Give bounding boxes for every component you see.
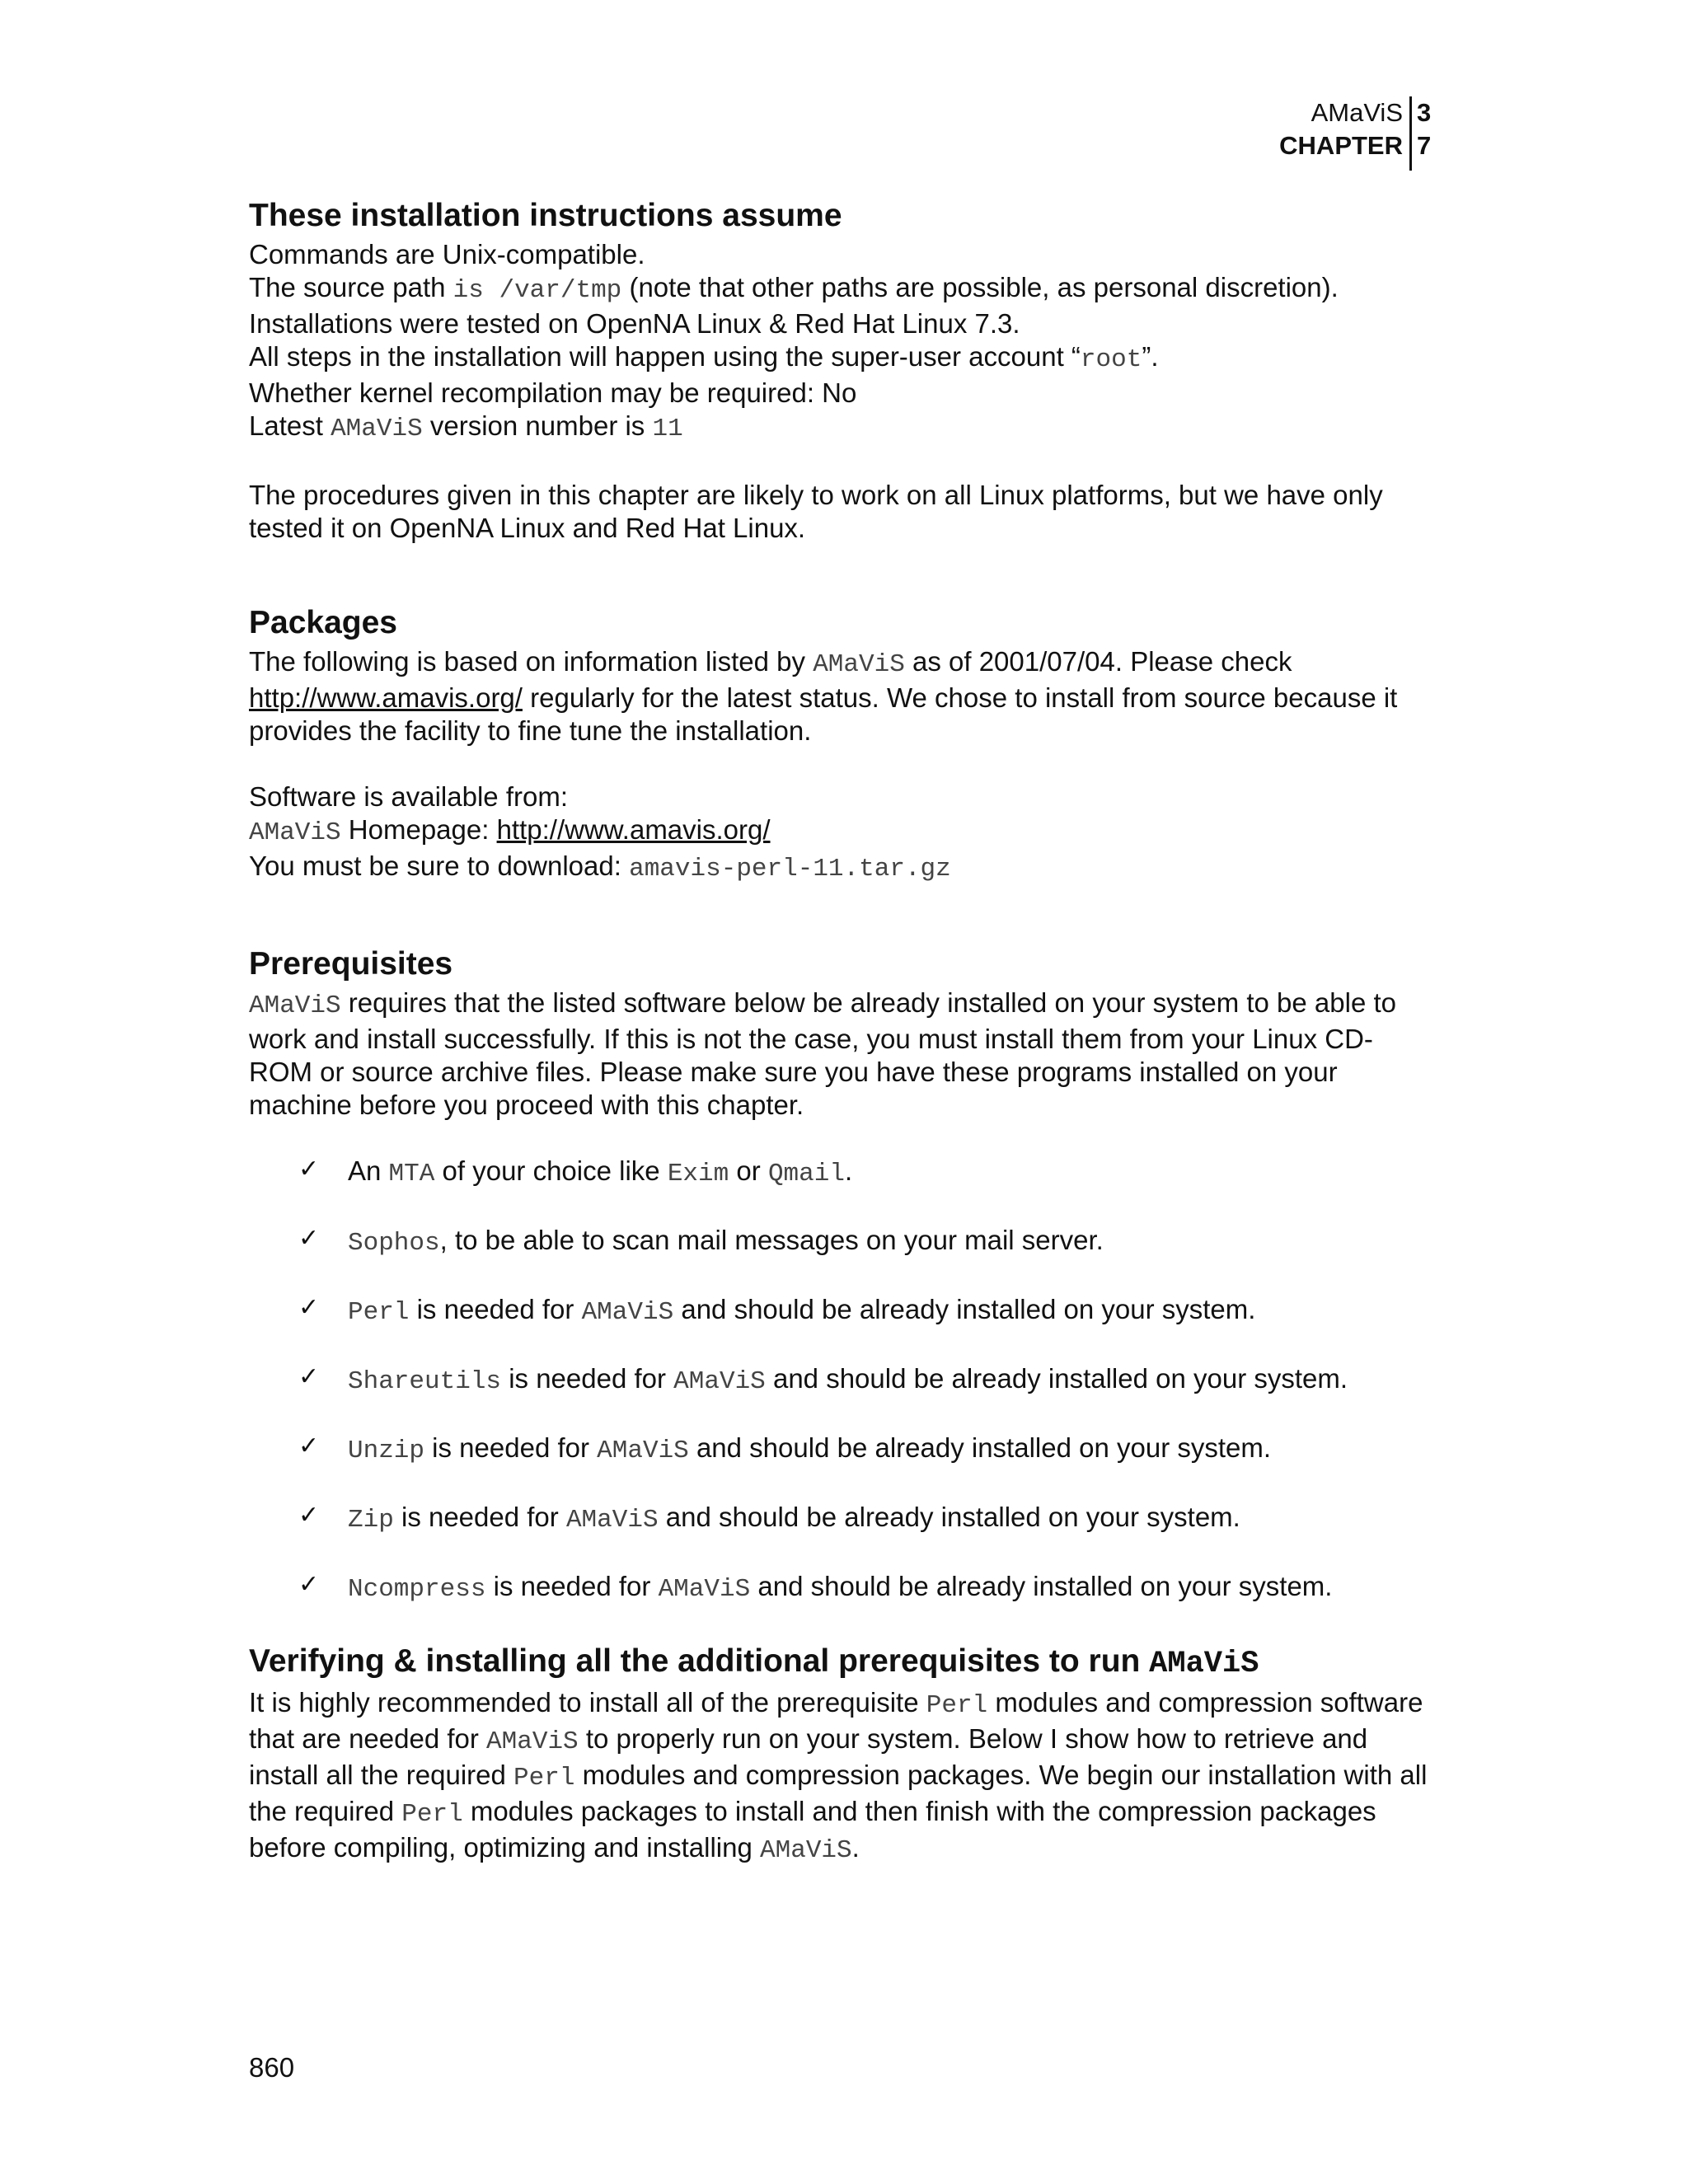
- assumptions-heading: These installation instructions assume: [249, 198, 842, 233]
- header-chapter-num-b: 7: [1409, 129, 1435, 171]
- homepage-line: AMaViS Homepage: http://www.amavis.org/: [249, 814, 771, 847]
- amavis-link[interactable]: http://www.amavis.org/: [249, 682, 523, 713]
- list-item: ✓ Zip is needed for AMaViS and should be already installed on your system.: [298, 1501, 1240, 1535]
- assumption-line: Latest AMaViS version number is 11: [249, 410, 683, 443]
- packages-section: [249, 601, 1436, 886]
- list-item: ✓ Perl is needed for AMaViS and should be already installed on your system.: [298, 1293, 1256, 1327]
- download-line: You must be sure to download: amavis-perl-11.tar.gz: [249, 851, 951, 883]
- page-content: [249, 194, 1436, 1868]
- assumption-line: The source path is /var/tmp (note that other paths are possible, as personal discretion).: [249, 272, 1339, 305]
- software-available-line: Software is available from:: [249, 781, 568, 812]
- header-chapter-label: CHAPTER: [1279, 131, 1403, 160]
- prerequisites-section: [249, 942, 1436, 1606]
- header-chapter-num-a: 3: [1409, 96, 1435, 129]
- download-filename: amavis-perl-11.tar.gz: [629, 855, 951, 883]
- header-row-title: [1279, 96, 1435, 129]
- assumptions-section: [249, 194, 1436, 545]
- list-item: ✓ An MTA of your choice like Exim or Qmail.: [298, 1155, 853, 1188]
- verifying-section: [249, 1639, 1436, 1868]
- checkmark-icon: ✓: [298, 1501, 320, 1530]
- verifying-heading: Verifying & installing all the additional prerequisites to run AMaViS: [249, 1643, 1259, 1681]
- checkmark-icon: ✓: [298, 1293, 320, 1322]
- checkmark-icon: ✓: [298, 1570, 320, 1599]
- list-item: ✓ Unzip is needed for AMaViS and should be already installed on your system.: [298, 1432, 1272, 1465]
- assumption-line: Installations were tested on OpenNA Linux & Red Hat Linux 7.3.: [249, 308, 1020, 339]
- header-chapter-name: AMaViS: [1311, 98, 1403, 127]
- running-header: [1279, 96, 1435, 171]
- assumption-line: All steps in the installation will happen using the super-user account “root”.: [249, 341, 1159, 374]
- homepage-link[interactable]: http://www.amavis.org/: [496, 814, 771, 845]
- checkmark-icon: ✓: [298, 1224, 320, 1253]
- packages-heading: Packages: [249, 605, 397, 640]
- assumption-line: Whether kernel recompilation may be required: No: [249, 377, 857, 408]
- verifying-paragraph: It is highly recommended to install all of the prerequisite Perl modules and compression software that are needed for AMaViS to properly run on your system. Below I show how to retrieve and install all the required Perl modules and compression packages. We begin our installation with all the required Perl modules packages to install and then finish with the compression packages before compiling, optimizing and installing AMaViS.: [249, 1687, 1428, 1865]
- list-item: ✓ Ncompress is needed for AMaViS and should be already installed on your system.: [298, 1570, 1333, 1604]
- list-item: ✓ Shareutils is needed for AMaViS and should be already installed on your system.: [298, 1362, 1348, 1396]
- checkmark-icon: ✓: [298, 1432, 320, 1460]
- checkmark-icon: ✓: [298, 1362, 320, 1391]
- prerequisites-list: [249, 1155, 1436, 1606]
- list-item: ✓ Sophos, to be able to scan mail messages on your mail server.: [298, 1224, 1104, 1258]
- header-row-chapter: [1279, 129, 1435, 171]
- prerequisites-paragraph: AMaViS requires that the listed software below be already installed on your system to be able to work and install successfully. If this is not the case, you must install them from your Linux CD-ROM or source archive files. Please make sure you have these programs installed on your machine before you proceed with this chapter.: [249, 987, 1397, 1120]
- assumptions-paragraph: The procedures given in this chapter are likely to work on all Linux platforms, but we have only tested it on OpenNA Linux and Red Hat Linux.: [249, 480, 1383, 543]
- checkmark-icon: ✓: [298, 1155, 320, 1183]
- packages-paragraph: The following is based on information listed by AMaViS as of 2001/07/04. Please check http://www.amavis.org/ regularly for the latest status. We chose to install from source because it provides the facility to fine tune the installation.: [249, 646, 1398, 746]
- page-number: 860: [249, 2052, 295, 2083]
- assumption-line: Commands are Unix-compatible.: [249, 239, 645, 269]
- prerequisites-heading: Prerequisites: [249, 946, 453, 982]
